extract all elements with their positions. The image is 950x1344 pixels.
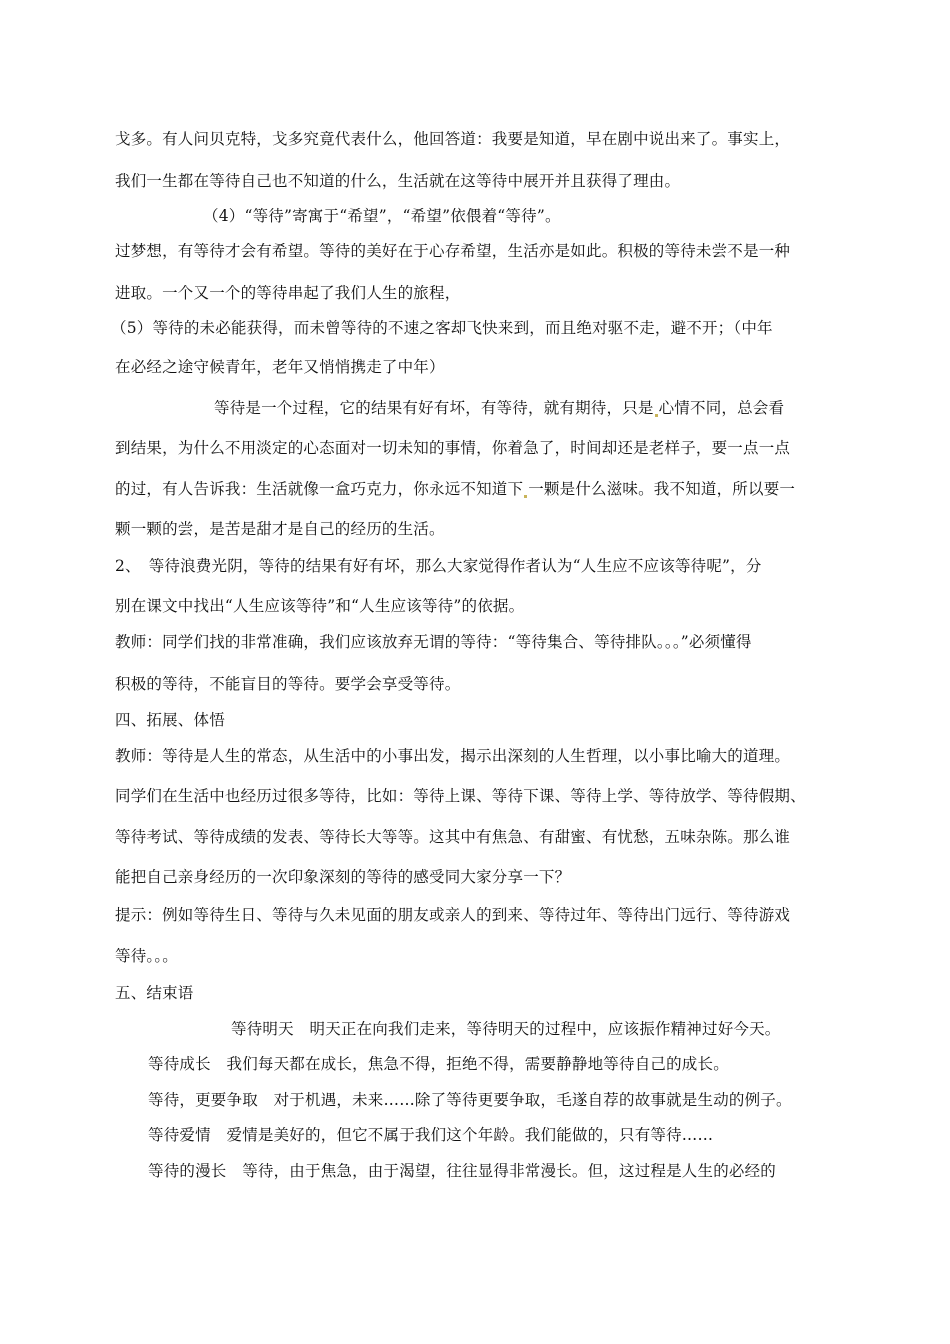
paragraph-line: 过梦想，有等待才会有希望。等待的美好在于心存希望，生活亦是如此。积极的等待未尝不是一种	[115, 242, 791, 260]
paragraph-line: 同学们在生活中也经历过很多等待，比如：等待上课、等待下课、等待上学、等待放学、等待假期、	[115, 787, 806, 805]
paragraph-line: 等待。。。	[115, 947, 179, 965]
paragraph-line: 等待考试、等待成绩的发表、等待长大等等。这其中有焦急、有甜蜜、有忧愁，五味杂陈。那么谁	[115, 828, 791, 846]
mark-dot	[524, 495, 527, 498]
closing-line: 等待成长 我们每天都在成长，焦急不得，拒绝不得，需要静静地等待自己的成长。	[148, 1055, 729, 1073]
paragraph-text: 的过，有人告诉我：生活就像一盒巧克力，你永远不知道下	[115, 480, 524, 498]
paragraph-line: 别在课文中找出“人生应该等待”和“人生应该等待”的依据。	[115, 597, 525, 615]
paragraph-line: 戈多。有人问贝克特，戈多究竟代表什么，他回答道：我要是知道，早在剧中说出来了。事实上，	[115, 130, 791, 148]
closing-line: 等待的漫长 等待，由于焦急，由于渴望，往往显得非常漫长。但，这过程是人生的必经的	[148, 1162, 777, 1180]
paragraph-line: 教师：等待是人生的常态，从生活中的小事出发，揭示出深刻的人生哲理，以小事比喻大的道理。	[115, 747, 791, 765]
paragraph-line: 进取。一个又一个的等待串起了我们人生的旅程，	[115, 284, 461, 302]
mark-dot	[655, 414, 658, 417]
section-heading-five: 五、结束语	[115, 984, 194, 1002]
question-2: 2、 等待浪费光阴，等待的结果有好有坏，那么大家觉得作者认为“人生应不应该等待呢”，分	[115, 557, 762, 575]
section-heading-four: 四、拓展、体悟	[115, 711, 225, 729]
paragraph-line: 教师：同学们找的非常准确，我们应该放弃无谓的等待：“等待集合、等待排队。。。”必须懂得	[115, 633, 752, 651]
closing-line: 等待明天 明天正在向我们走来，等待明天的过程中，应该振作精神过好今天。	[231, 1020, 781, 1038]
paragraph-text: 等待是一个过程，它的结果有好有坏，有等待，就有期待，只是	[214, 399, 654, 417]
paragraph-line: 在必经之途守候青年，老年又悄悄携走了中年）	[115, 358, 445, 376]
section-heading-5: （5）等待的未必能获得，而未曾等待的不速之客却飞快来到，而且绝对驱不走，避不开；（中年	[111, 319, 773, 337]
paragraph-line: 我们一生都在等待自己也不知道的什么，生活就在这等待中展开并且获得了理由。	[115, 172, 681, 190]
section-heading-4: （4）“等待”寄寓于“希望”，“希望”依偎着“等待”。	[203, 207, 561, 225]
paragraph-line: 积极的等待，不能盲目的等待。要学会享受等待。	[115, 675, 461, 693]
closing-line: 等待，更要争取 对于机遇，未来……除了等待更要争取，毛遂自荐的故事就是生动的例子。	[148, 1091, 792, 1109]
paragraph-text: 一颗是什么滋味。我不知道，所以要一	[528, 480, 796, 498]
paragraph-line: 提示：例如等待生日、等待与久未见面的朋友或亲人的到来、等待过年、等待出门远行、等待游戏	[115, 906, 791, 924]
paragraph-line: 颗一颗的尝，是苦是甜才是自己的经历的生活。	[115, 520, 445, 538]
paragraph-line	[214, 398, 784, 418]
closing-line: 等待爱情 爱情是美好的，但它不属于我们这个年龄。我们能做的，只有等待……	[148, 1126, 714, 1144]
paragraph-line: 能把自己亲身经历的一次印象深刻的等待的感受同大家分享一下？	[115, 868, 571, 886]
paragraph-text: 心情不同，总会看	[658, 399, 785, 417]
paragraph-line: 到结果，为什么不用淡定的心态面对一切未知的事情，你着急了，时间却还是老样子，要一点一点	[115, 439, 791, 457]
paragraph-line	[115, 479, 795, 499]
